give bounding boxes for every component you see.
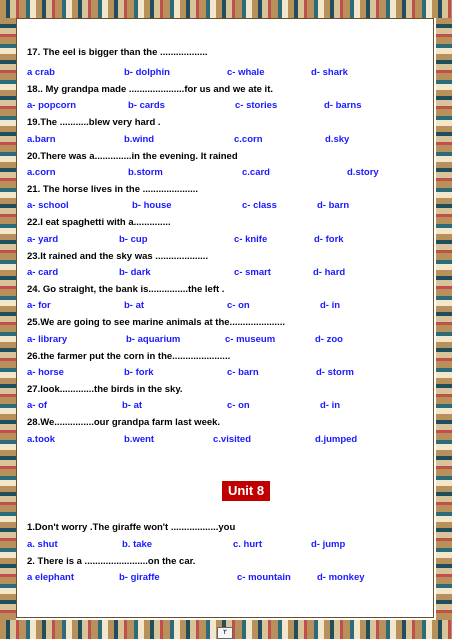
option-b: b- dark	[119, 267, 151, 278]
option-b: b.went	[124, 434, 155, 445]
options-row	[27, 233, 427, 246]
option-d: d- jump	[311, 539, 346, 550]
option-a: a.took	[27, 434, 55, 445]
question-text: 21. The horse lives in the .....................	[27, 184, 199, 195]
options-row	[27, 433, 427, 446]
options-row	[27, 333, 427, 346]
option-a: a- library	[27, 334, 68, 345]
options-row	[27, 571, 427, 584]
option-a: a- yard	[27, 234, 59, 245]
option-a: a. shut	[27, 539, 58, 550]
option-a: a- for	[27, 300, 51, 311]
option-b: b- house	[132, 200, 172, 211]
option-b: b- aquarium	[126, 334, 181, 345]
question-text: 17. The eel is bigger than the ..................	[27, 47, 208, 58]
option-d: d- storm	[316, 367, 354, 378]
option-c: c- stories	[235, 100, 278, 111]
option-b: b- at	[122, 400, 143, 411]
option-c: c.corn	[234, 134, 263, 145]
question-text: 26.the farmer put the corn in the......................	[27, 351, 231, 362]
question-text: 28.We...............our grandpa farm last week.	[27, 417, 221, 428]
question-text: 18.. My grandpa made .....................for us and we ate it.	[27, 84, 274, 95]
option-c: c- knife	[234, 234, 268, 245]
option-a: a- school	[27, 200, 69, 211]
option-c: c- museum	[225, 334, 276, 345]
option-c: c.visited	[213, 434, 252, 445]
option-b: b. take	[122, 539, 153, 550]
question-text: 24. Go straight, the bank is...............the left .	[27, 284, 225, 295]
question-text: 22.I eat spaghetti with a..............	[27, 217, 171, 228]
question-text: 20.There was a..............in the evening. It rained	[27, 151, 238, 162]
option-b: b- at	[124, 300, 145, 311]
option-b: b.wind	[124, 134, 155, 145]
option-c: c- on	[227, 400, 250, 411]
options-row	[27, 66, 427, 79]
options-row	[27, 199, 427, 212]
option-c: c- on	[227, 300, 250, 311]
options-row	[27, 166, 427, 179]
options-row	[27, 99, 427, 112]
option-a: a.corn	[27, 167, 56, 178]
options-row	[27, 538, 427, 551]
option-d: d- shark	[311, 67, 348, 78]
option-d: d.jumped	[315, 434, 358, 445]
question-text: 2. There is a ........................on the car.	[27, 556, 196, 567]
page-number: ٢	[217, 627, 233, 639]
option-b: b- dolphin	[124, 67, 170, 78]
question-text: 25.We are going to see marine animals at the.....................	[27, 317, 285, 328]
option-d: d- fork	[314, 234, 344, 245]
option-b: b- cup	[119, 234, 148, 245]
option-d: d- zoo	[315, 334, 343, 345]
option-c: c- whale	[227, 67, 265, 78]
question-text: 1.Don't worry .The giraffe won't ..................you	[27, 522, 236, 533]
option-b: b- fork	[124, 367, 154, 378]
options-row	[27, 133, 427, 146]
option-d: d- hard	[313, 267, 346, 278]
option-a: a- horse	[27, 367, 64, 378]
options-row	[27, 366, 427, 379]
decorative-border-left	[0, 18, 16, 620]
option-a: a crab	[27, 67, 55, 78]
option-b: b- cards	[128, 100, 165, 111]
options-row	[27, 399, 427, 412]
option-c: c. hurt	[233, 539, 263, 550]
option-a: a.barn	[27, 134, 56, 145]
option-c: c- smart	[234, 267, 271, 278]
option-a: a- popcorn	[27, 100, 77, 111]
option-d: d- barn	[317, 200, 350, 211]
option-d: d- barns	[324, 100, 362, 111]
question-text: 19.The ...........blew very hard .	[27, 117, 161, 128]
option-d: d- in	[320, 300, 341, 311]
option-a: a- card	[27, 267, 59, 278]
option-d: d- monkey	[317, 572, 365, 583]
option-a: a elephant	[27, 572, 74, 583]
question-text: 23.It rained and the sky was ....................	[27, 251, 209, 262]
option-c: c- barn	[227, 367, 259, 378]
options-row	[27, 299, 427, 312]
option-b: b.storm	[128, 167, 163, 178]
option-c: c- mountain	[237, 572, 291, 583]
unit-heading: Unit 8	[222, 481, 270, 501]
option-c: c.card	[242, 167, 270, 178]
option-d: d.story	[347, 167, 379, 178]
decorative-border-top	[0, 0, 452, 18]
option-a: a- of	[27, 400, 48, 411]
option-d: d- in	[320, 400, 341, 411]
option-b: b- giraffe	[119, 572, 160, 583]
option-c: c- class	[242, 200, 277, 211]
decorative-border-right	[436, 18, 452, 620]
question-text: 27.look.............the birds in the sky.	[27, 384, 183, 395]
option-d: d.sky	[325, 134, 350, 145]
options-row	[27, 266, 427, 279]
